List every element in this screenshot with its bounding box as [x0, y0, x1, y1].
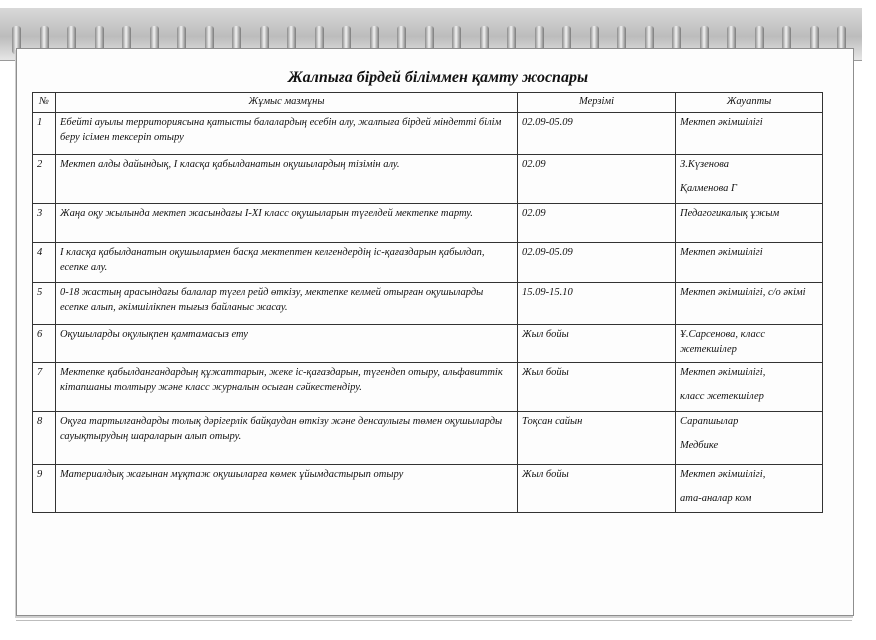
row-work: Оқушыларды оқулықпен қамтамасыз ету [56, 324, 518, 362]
resp-line: Сарапшылар [680, 415, 739, 427]
table-row [33, 242, 823, 282]
row-no: 3 [33, 203, 56, 242]
row-no: 4 [33, 242, 56, 282]
resp-line: Мектеп әкімшілігі, [680, 468, 766, 480]
table-row [33, 411, 823, 464]
header-work: Жұмыс мазмұны [56, 93, 518, 113]
row-date: 02.09 [518, 203, 676, 242]
row-work: Ебейті ауылы территориясына қатысты балалардың есебін алу, жалпыға бірдей міндетті білім беру ісімен тексеріп отыру [56, 112, 518, 154]
table-row [33, 362, 823, 411]
row-work: Жаңа оқу жылында мектеп жасындағы І-ХІ класс оқушыларын түгелдей мектепке тарту. [56, 203, 518, 242]
resp-line: Мектеп әкімшілігі [680, 116, 763, 128]
header-resp: Жауапты [676, 93, 823, 113]
row-resp [676, 112, 823, 154]
row-resp [676, 324, 823, 362]
resp-line: класс жетекшілер [680, 390, 764, 402]
row-no: 2 [33, 154, 56, 203]
row-date: Жыл бойы [518, 324, 676, 362]
resp-line: Қалменова Г [680, 182, 737, 194]
resp-line: Мектеп әкімшілігі [680, 246, 763, 258]
row-no: 7 [33, 362, 56, 411]
resp-line: Педагогикалық ұжым [680, 207, 780, 219]
row-resp [676, 242, 823, 282]
row-work: Материалдық жағынан мұқтаж оқушыларға көмек ұйымдастырып отыру [56, 464, 518, 512]
row-no: 1 [33, 112, 56, 154]
table-row [33, 203, 823, 242]
resp-line: ата-аналар ком [680, 492, 752, 504]
table-row [33, 282, 823, 324]
plan-table [32, 92, 823, 513]
row-date: 15.09-15.10 [518, 282, 676, 324]
table-header-row [33, 93, 823, 113]
page-edge-line [16, 620, 852, 621]
resp-line: З.Күзенова [680, 158, 729, 170]
row-resp [676, 362, 823, 411]
row-no: 6 [33, 324, 56, 362]
row-date: Тоқсан сайын [518, 411, 676, 464]
resp-line: Мектеп әкімшілігі, с/о әкімі [680, 286, 806, 298]
document-title: Жалпыға бірдей біліммен қамту жоспары [287, 69, 589, 86]
row-no: 8 [33, 411, 56, 464]
header-date: Мерзімі [518, 93, 676, 113]
row-work: 0-18 жастың арасындағы балалар түгел рейд өткізу, мектепке келмей отырған оқушыларды есепке алып, әкімшілікпен тығыз байланыс жасау. [56, 282, 518, 324]
header-no: № [33, 93, 56, 113]
row-date: 02.09-05.09 [518, 242, 676, 282]
table-row [33, 324, 823, 362]
row-work: Мектепке қабылдангандардың құжаттарын, жеке іс-қағаздарын, түгендеп отыру, альфавиттік кітапшаны толтыру және класс журналын осыған сәйкестендіру. [56, 362, 518, 411]
row-resp [676, 464, 823, 512]
row-resp [676, 203, 823, 242]
row-date: 02.09 [518, 154, 676, 203]
row-date: 02.09-05.09 [518, 112, 676, 154]
row-date: Жыл бойы [518, 464, 676, 512]
table-row [33, 112, 823, 154]
resp-line: Ұ.Сарсенова, класс жетекшілер [680, 328, 766, 355]
row-work: Оқуға тартылғандарды толық дәрігерлік байқаудан өткізу және денсаулығы төмен оқушыларды сауықтырудың шараларын алып отыру. [56, 411, 518, 464]
row-no: 9 [33, 464, 56, 512]
resp-line: Мектеп әкімшілігі, [680, 366, 766, 378]
table-row [33, 464, 823, 512]
row-resp [676, 282, 823, 324]
row-work: І класқа қабылданатын оқушылармен басқа мектептен келгендердің іс-қағаздарын қабылдап, есепке алу. [56, 242, 518, 282]
resp-line: Медбике [680, 439, 719, 451]
row-resp [676, 411, 823, 464]
row-no: 5 [33, 282, 56, 324]
row-date: Жыл бойы [518, 362, 676, 411]
row-work: Мектеп алды дайындық, І класқа қабылданатын оқушылардың тізімін алу. [56, 154, 518, 203]
row-resp [676, 154, 823, 203]
table-row [33, 154, 823, 203]
